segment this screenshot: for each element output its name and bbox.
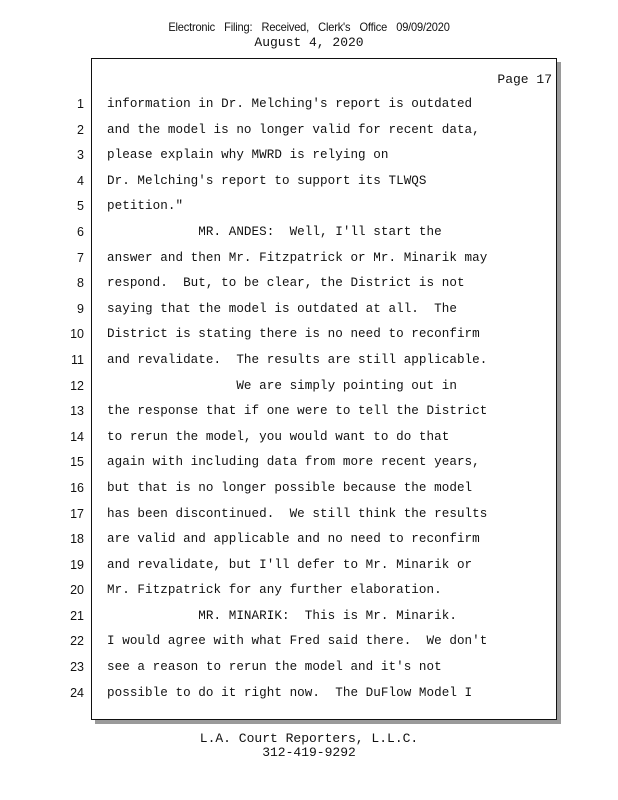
transcript-line: but that is no longer possible because the model [107, 480, 473, 495]
transcript-line: Dr. Melching's report to support its TLWQS [107, 173, 427, 188]
transcript-line: MR. ANDES: Well, I'll start the [107, 224, 442, 239]
line-number: 11 [71, 352, 84, 367]
line-number: 6 [77, 224, 84, 239]
line-number: 5 [77, 199, 84, 214]
transcript-line: information in Dr. Melching's report is outdated [107, 97, 473, 111]
line-number: 7 [77, 250, 84, 265]
line-number: 18 [70, 532, 84, 547]
transcript-line: petition." [107, 199, 184, 214]
line-number: 1 [77, 97, 84, 111]
transcript-line: respond. But, to be clear, the District is not [107, 276, 465, 291]
footer [0, 732, 618, 760]
line-number: 19 [70, 557, 84, 572]
line-number: 17 [70, 506, 84, 521]
transcript-line: I would agree with what Fred said there. We don't [107, 634, 488, 649]
line-number: 3 [77, 148, 84, 163]
filing-word: Filing: [224, 20, 253, 34]
page-number: Page 17 [497, 72, 552, 87]
filing-stamp [25, 20, 594, 34]
transcript-line: has been discontinued. We still think the results [107, 506, 488, 521]
transcript-line: are valid and applicable and no need to reconfirm [107, 532, 480, 547]
line-number: 15 [70, 455, 84, 470]
line-number: 23 [70, 660, 84, 675]
line-number: 4 [77, 173, 84, 188]
filing-word: Office [359, 20, 388, 34]
transcript-line: and revalidate. The results are still applicable. [107, 352, 488, 367]
line-number-column [56, 92, 84, 706]
line-number: 9 [77, 301, 84, 316]
line-number: 14 [70, 429, 84, 444]
transcript-body [107, 92, 547, 706]
line-number: 24 [70, 685, 84, 700]
filing-word: 09/09/2020 [396, 20, 450, 34]
transcript-line: MR. MINARIK: This is Mr. Minarik. [107, 608, 457, 623]
line-number: 20 [70, 583, 84, 598]
transcript-line: the response that if one were to tell the District [107, 404, 488, 419]
line-number: 10 [70, 327, 84, 342]
line-number: 12 [70, 378, 84, 393]
transcript-line: answer and then Mr. Fitzpatrick or Mr. Minarik may [107, 250, 488, 265]
line-number: 21 [70, 608, 84, 623]
transcript-line: and revalidate, but I'll defer to Mr. Minarik or [107, 557, 473, 572]
line-number: 16 [70, 480, 84, 495]
transcript-line: and the model is no longer valid for recent data, [107, 122, 480, 137]
transcript-line: again with including data from more recent years, [107, 455, 480, 470]
transcript-line: to rerun the model, you would want to do that [107, 429, 450, 444]
line-number: 22 [70, 634, 84, 649]
line-number: 2 [77, 122, 84, 137]
filing-word: Electronic [168, 20, 215, 34]
transcript-line: see a reason to rerun the model and it's not [107, 660, 442, 675]
transcript-line: District is stating there is no need to reconfirm [107, 327, 480, 342]
line-number: 8 [77, 276, 84, 291]
transcript-line: saying that the model is outdated at all. The [107, 301, 457, 316]
transcript-line: possible to do it right now. The DuFlow Model I [107, 685, 473, 700]
filing-word: Received, [261, 20, 309, 34]
reporter-phone: 312-419-9292 [262, 745, 356, 760]
filing-word: Clerk's [318, 20, 351, 34]
transcript-line: please explain why MWRD is relying on [107, 148, 389, 163]
transcript-line: We are simply pointing out in [107, 378, 457, 393]
transcript-line: Mr. Fitzpatrick for any further elaboration. [107, 583, 442, 598]
line-number: 13 [70, 404, 84, 419]
transcript-date: August 4, 2020 [254, 35, 364, 50]
reporter-company: L.A. Court Reporters, L.L.C. [199, 731, 419, 746]
